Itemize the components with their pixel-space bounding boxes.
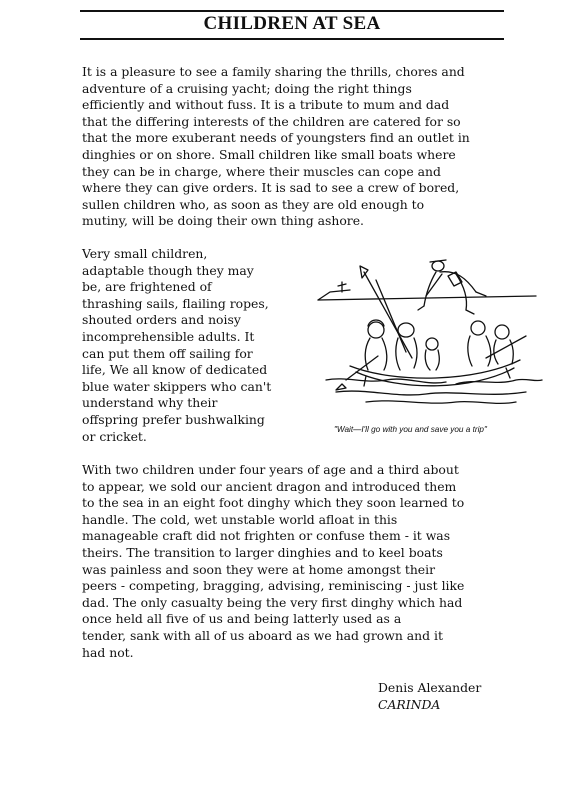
text-line: blue water skippers who can't (82, 378, 272, 394)
text-line: efficiently and without fuss. It is a tribute to mum and dad (82, 97, 450, 113)
text-line: offspring prefer bushwalking (82, 411, 265, 427)
text-line: can put them off sailing for (82, 345, 253, 361)
text-line: to appear, we sold our ancient dragon and introduced them (82, 478, 457, 494)
text-line: sullen children who, as soon as they are old enough to (82, 196, 425, 212)
paragraph-intro (82, 64, 470, 230)
dinghy-illustration (306, 252, 546, 420)
text-line: they can be in charge, where their muscles can cope and (82, 163, 441, 179)
text-line: dad. The only casualty being the very first dinghy which had (82, 594, 463, 610)
text-line: Very small children, (82, 246, 208, 261)
text-line: where they can give orders. It is sad to see a crew of bored, (82, 180, 460, 196)
text-line: tender, sank with all of us aboard as we had grown and it (82, 627, 443, 643)
paragraph-small-children (82, 246, 271, 445)
text-line: had not. (82, 644, 134, 660)
top-rule (80, 10, 504, 12)
text-line: peers - competing, bragging, advising, reminiscing - just like (82, 578, 465, 594)
text-line: that the more exuberant needs of youngsters find an outlet in (82, 130, 470, 146)
text-line: once held all five of us and being latterly used as a (82, 611, 402, 627)
page-title: CHILDREN AT SEA (203, 13, 381, 34)
text-line: handle. The cold, wet unstable world afloat in this (82, 511, 398, 527)
text-line: adventure of a cruising yacht; doing the right things (82, 80, 412, 96)
text-line: manageable craft did not frighten or confuse them - it was (82, 528, 451, 544)
paragraph-own-family (82, 462, 464, 661)
title-underline (80, 38, 504, 40)
text-line: incomprehensible adults. It (82, 328, 255, 344)
text-line: shouted orders and noisy (82, 312, 241, 328)
author-name: Denis Alexander (378, 680, 482, 695)
illustration-caption: "Wait—I'll go with you and save you a trip" (334, 425, 487, 434)
text-line: understand why their (82, 395, 218, 411)
text-line: or cricket. (82, 428, 147, 444)
text-line: to the sea in an eight foot dinghy which they soon learned to (82, 495, 465, 511)
text-line: mutiny, will be doing their own thing ashore. (82, 213, 364, 229)
text-line: that the differing interests of the children are catered for so (82, 113, 461, 129)
text-line: adaptable though they may (82, 262, 254, 278)
text-line: It is a pleasure to see a family sharing the thrills, chores and (82, 64, 465, 79)
text-line: was painless and soon they were at home amongst their (82, 561, 436, 577)
text-line: thrashing sails, flailing ropes, (82, 295, 269, 311)
text-line: theirs. The transition to larger dinghies and to keel boats (82, 544, 443, 560)
text-line: life, We all know of dedicated (82, 362, 268, 378)
text-line: With two children under four years of age and a third about (82, 462, 459, 477)
text-line: be, are frightened of (82, 279, 212, 295)
text-line: dinghies or on shore. Small children like small boats where (82, 146, 456, 162)
author-boat: CARINDA (378, 697, 441, 712)
